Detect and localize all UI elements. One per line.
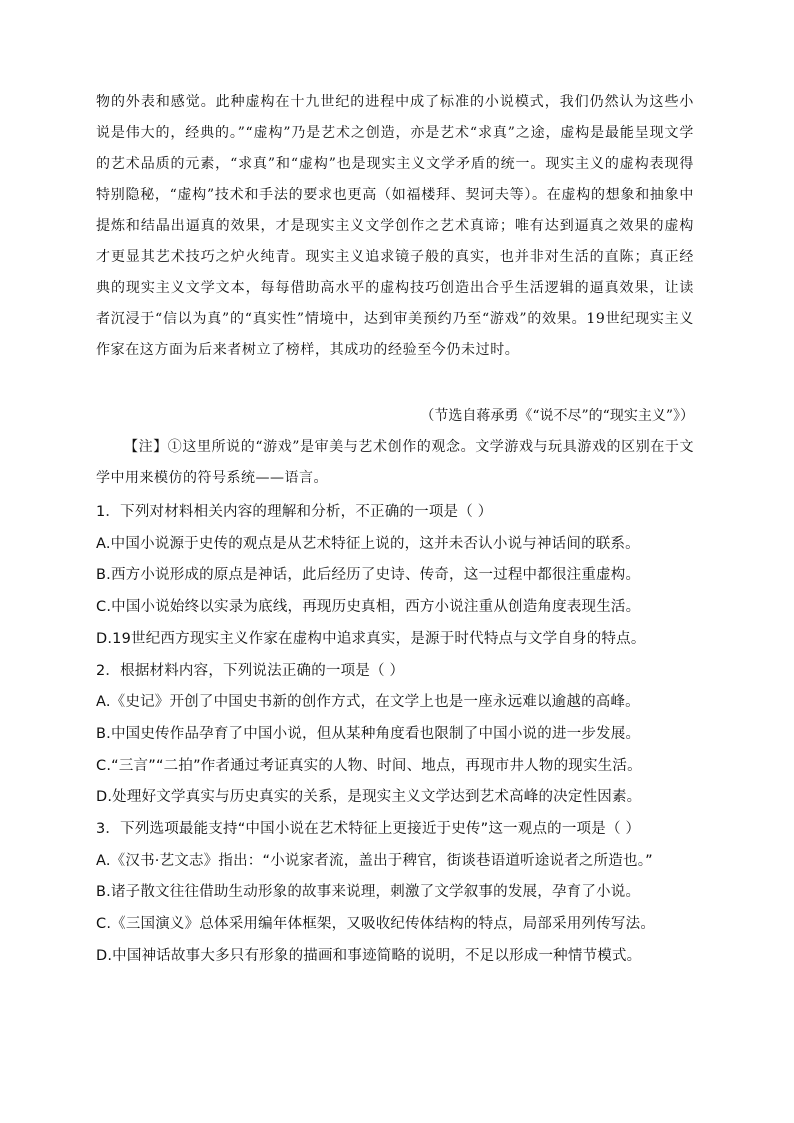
option-d: D.处理好文学真实与历史真实的关系，是现实主义文学达到艺术高峰的决定性因素。 [96,789,642,806]
question-3 [96,814,696,973]
option-a: A.《史记》开创了中国史书新的创作方式，在文学上也是一座永远难以逾越的高峰。 [96,694,640,711]
option-c: C.“三言”“二拍”作者通过考证真实的人物、时间、地点，再现市井人物的现实生活。 [96,757,642,774]
option-a: A.《汉书·艺文志》指出：“小说家者流，盖出于稗官，街谈巷语道听途说者之所造也。” [96,852,653,869]
annotation-note [96,432,694,494]
question-list [96,497,696,973]
passage-paragraph: 物的外表和感觉。此种虚构在十九世纪的进程中成了标准的小说模式，我们仍然认为这些小说是伟大的，经典的。”“虚构”乃是艺术之创造，亦是艺术“求真”之途，虚构是最能呈现文学的艺术品质的元素，“求真”和“虚构”也是现实主义文学矛盾的统一。现实主义的虚构表现得特别隐秘，“虚构”技术和手法的要求也更高（如福楼拜、契诃夫等）。在虚构的想象和抽象中提炼和结晶出逼真的效果，才是现实主义文学创作之艺术真谛；唯有达到逼真之效果的虚构才更显其艺术技巧之炉火纯青。现实主义追求镜子般的真实，也并非对生活的直陈；真正经典的现实主义文学文本，每每借助高水平的虚构技巧创造出合乎生活逻辑的逼真效果，让读者沉浸于“信以为真”的“真实性”情境中，达到审美预约乃至“游戏”的效果。19世纪现实主义作家在这方面为后来者树立了榜样，其成功的经验至今仍未过时。 [96,94,694,358]
note-text: ①这里所说的“游戏”是审美与艺术创作的观念。文学游戏与玩具游戏的区别在于文学中用来模仿的符号系统——语言。 [96,439,695,486]
option-a: A.中国小说源于史传的观点是从艺术特征上说的，这并未否认小说与神话间的联系。 [96,535,640,552]
option-d: D.19世纪西方现实主义作家在虚构中追求真实，是源于时代特点与文学自身的特点。 [96,630,646,647]
option-b: B.西方小说形成的原点是神话，此后经历了史诗、传奇，这一过程中都很注重虚构。 [96,567,641,584]
option-c: C.《三国演义》总体采用编年体框架，又吸收纪传体结构的特点，局部采用列传写法。 [96,916,656,933]
option-b: B.中国史传作品孕育了中国小说，但从某种角度看也限制了中国小说的进一步发展。 [96,725,641,742]
question-stem: 3．下列选项最能支持“中国小说在艺术特征上更接近于史传”这一观点的一项是（ ） [96,821,641,838]
question-2 [96,656,696,815]
option-d: D.中国神话故事大多只有形象的描画和事迹简略的说明，不足以形成一种情节模式。 [96,947,642,964]
question-1 [96,497,696,656]
passage-text-block [96,87,694,366]
option-b: B.诸子散文往往借助生动形象的故事来说理，刺激了文学叙事的发展，孕育了小说。 [96,884,641,901]
question-stem: 2．根据材料内容，下列说法正确的一项是（ ） [96,662,405,679]
passage-source: （节选自蒋承勇《“说不尽”的“现实主义”》） [420,408,694,424]
question-stem: 1．下列对材料相关内容的理解和分析，不正确的一项是（ ） [96,504,493,520]
option-c: C.中国小说始终以实录为底线，再现历史真相，西方小说注重从创造角度表现生活。 [96,599,641,616]
note-label: 【注】 [124,439,168,455]
